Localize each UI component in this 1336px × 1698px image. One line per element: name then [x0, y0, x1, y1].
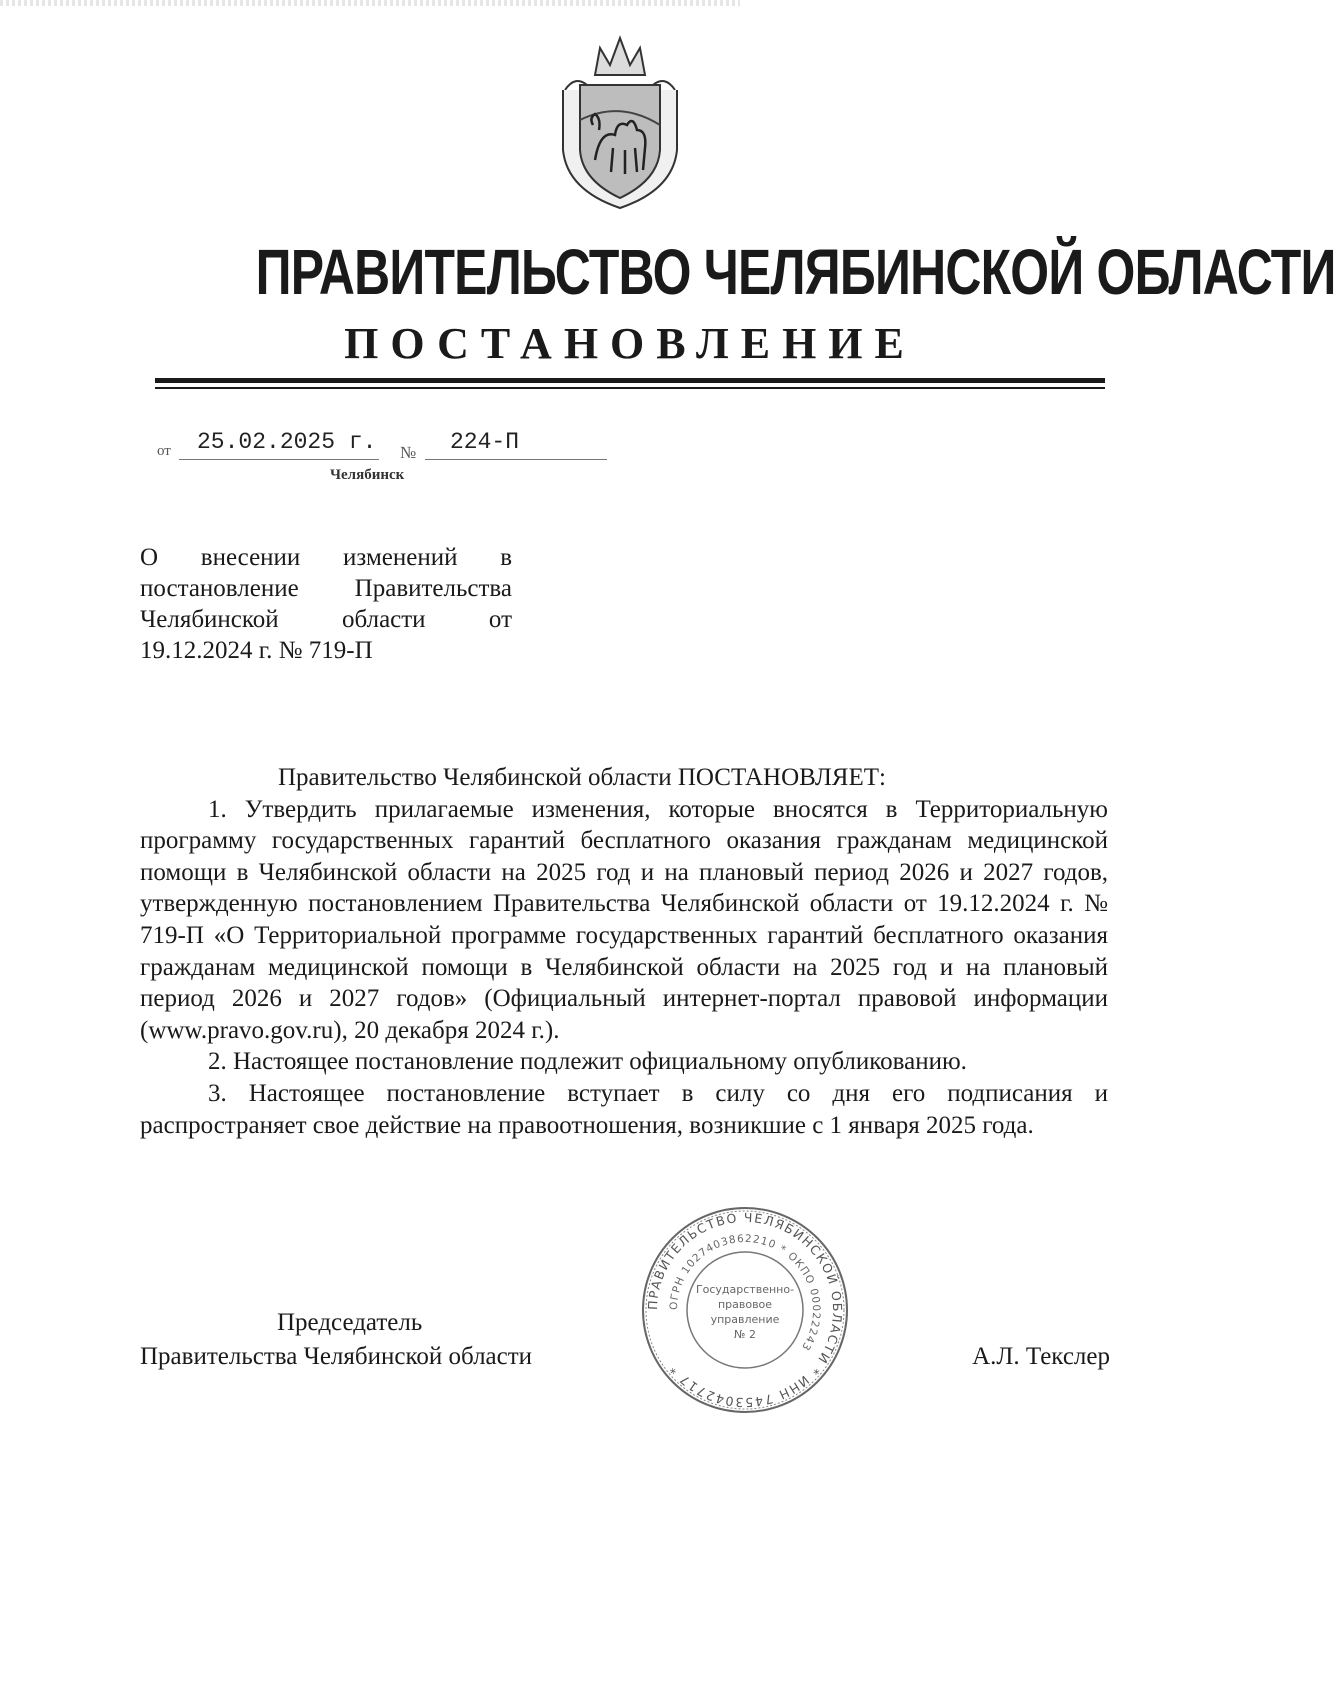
seal-center-line-3: управление: [710, 1313, 780, 1326]
city-label: Челябинск: [330, 467, 405, 483]
government-title: ПРАВИТЕЛЬСТВО ЧЕЛЯБИНСКОЙ ОБЛАСТИ: [255, 236, 1336, 308]
signatory-title-line-2: Правительства Челябинской области: [140, 1343, 533, 1370]
from-label: от: [157, 443, 171, 459]
scan-artifact: [0, 0, 740, 6]
body-item-1: 1. Утвердить прилагаемые изменения, которые вносятся в Территориальную программу государственных гарантий бесплатного оказания гражданам медицинской помощи в Челябинской области на 2025 год и на плановый период 2026 и 2027 годов, утвержденную постановлением Правительства Челябинской области от 19.12.2024 г. № 719-П «О Территориальной программе государственных гарантий бесплатного оказания гражданам медицинской помощи в Челябинской области на 2025 год и на плановый период 2026 и 2027 годов» (Официальный интернет-портал правовой информации (www.pravo.gov.ru), 20 декабря 2024 г.).: [140, 795, 1108, 1044]
number-underline: [425, 459, 607, 460]
document-date: 25.02.2025 г.: [197, 429, 377, 455]
document-type: ПОСТАНОВЛЕНИЕ: [344, 319, 916, 368]
document-subject: О внесении изменений в постановление Правительства Челябинской области от 19.12.2024 г. № 719-П: [140, 544, 512, 664]
header-rule-thin: [155, 387, 1105, 389]
body-item-3: 3. Настоящее постановление вступает в силу со дня его подписания и распространяет свое действие на правоотношения, возникшие с 1 января 2025 года.: [140, 1079, 1108, 1139]
preamble: Правительство Челябинской области ПОСТАНОВЛЯЕТ:: [278, 764, 886, 791]
signatory-title: [140, 1306, 600, 1374]
official-seal-icon: [640, 1205, 850, 1415]
signatory-name: А.Л. Текслер: [972, 1343, 1110, 1370]
seal-center-line-1: Государственно-: [695, 1283, 795, 1296]
document-date-number-row: [155, 425, 615, 465]
seal-center-line-4: № 2: [734, 1328, 756, 1341]
body-item-2: 2. Настоящее постановление подлежит официальному опубликованию.: [208, 1048, 967, 1076]
document-body: [140, 762, 1108, 1141]
header-rule-thick: [155, 378, 1105, 383]
chelyabinsk-coat-of-arms-icon: [555, 30, 685, 215]
seal-inner-text: ОГРН 1027403862210 * ОКПО 00022243: [667, 1232, 823, 1353]
seal-center-line-2: правовое: [717, 1298, 773, 1311]
signatory-title-line-1: Председатель: [277, 1309, 423, 1336]
seal-outer-text: ПРАВИТЕЛЬСТВО ЧЕЛЯБИНСКОЙ ОБЛАСТИ * ИНН 7453042717 *: [644, 1209, 846, 1411]
document-number: 224-П: [450, 429, 520, 455]
date-underline: [179, 459, 379, 460]
number-label: №: [400, 443, 417, 462]
